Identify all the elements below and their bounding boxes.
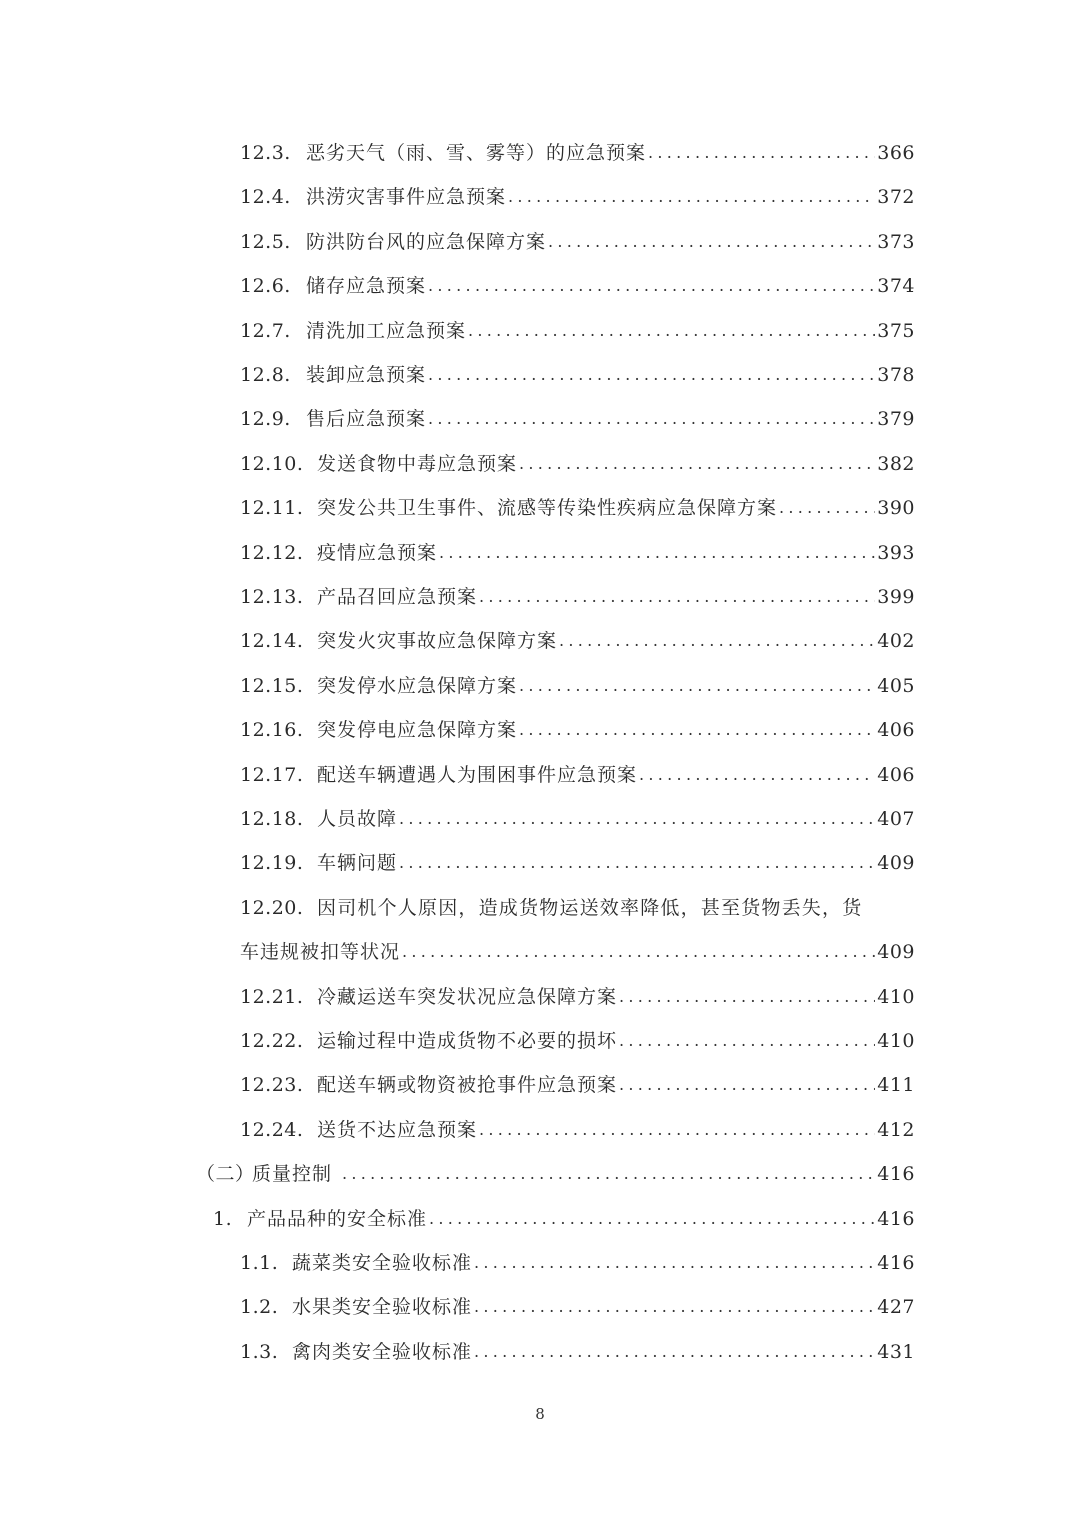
dot-leader <box>479 575 875 619</box>
toc-entry-page: 412 <box>877 1118 915 1141</box>
toc-entry[interactable] <box>240 708 915 752</box>
toc-entry-page: 416 <box>877 1252 915 1274</box>
toc-entry[interactable] <box>240 1285 915 1329</box>
dot-leader <box>479 1108 875 1152</box>
toc-entry[interactable] <box>240 131 915 175</box>
toc-entry-title: 送货不达应急预案 <box>317 1118 478 1141</box>
toc-entry[interactable] <box>240 753 915 797</box>
toc-entry-number: 12.24. <box>240 1118 304 1141</box>
toc-entry-page: 373 <box>877 230 915 253</box>
dot-leader <box>399 841 875 885</box>
dot-leader <box>519 442 875 486</box>
toc-entry[interactable] <box>240 175 915 219</box>
toc-entry[interactable] <box>213 1197 915 1241</box>
dot-leader <box>639 753 875 797</box>
toc-entry-page: 406 <box>877 763 915 786</box>
toc-entry-number: 12.19. <box>240 852 304 875</box>
dot-leader <box>548 220 875 264</box>
toc-entry-page: 372 <box>877 186 915 209</box>
toc-entry-title: 因司机个人原因，造成货物运送效率降低，甚至货物丢失，货 <box>317 896 863 919</box>
dot-leader <box>648 131 875 175</box>
toc-entry-number: 12.15. <box>240 674 304 697</box>
dot-leader <box>468 309 875 353</box>
toc-entry[interactable] <box>240 1241 915 1285</box>
toc-entry-number: 12.16. <box>240 719 304 742</box>
toc-entry-number: （二） <box>196 1163 255 1186</box>
dot-leader <box>779 486 875 530</box>
toc-entry-number: 12.18. <box>240 808 304 830</box>
toc-entry-title: 储存应急预案 <box>306 275 427 298</box>
toc-entry-title: 产品品种的安全标准 <box>247 1207 428 1230</box>
toc-entry-wrapped-line2[interactable] <box>240 930 915 974</box>
dot-leader <box>619 1019 875 1063</box>
toc-entry-number: 12.13. <box>240 586 304 608</box>
toc-entry-page: 409 <box>877 852 915 875</box>
toc-entry-page: 416 <box>877 1163 915 1186</box>
toc-entry[interactable] <box>240 309 915 353</box>
toc-entry[interactable] <box>240 619 915 663</box>
dot-leader <box>428 264 875 308</box>
dot-leader <box>402 930 875 974</box>
toc-entry-page: 411 <box>877 1074 915 1097</box>
toc-entry-number: 12.22. <box>240 1030 304 1052</box>
toc-section-heading[interactable] <box>196 1152 915 1196</box>
toc-entry-page: 390 <box>877 497 915 520</box>
dot-leader <box>619 1063 875 1107</box>
toc-entry-title: 禽肉类安全验收标准 <box>292 1340 473 1363</box>
toc-entry-page: 410 <box>877 985 915 1008</box>
toc-entry-title: 售后应急预案 <box>306 408 427 431</box>
toc-entry-title: 发送食物中毒应急预案 <box>317 452 518 475</box>
toc-entry-title: 蔬菜类安全验收标准 <box>292 1252 473 1274</box>
toc-entry[interactable] <box>240 664 915 708</box>
toc-entry-title: 突发公共卫生事件、流感等传染性疾病应急保障方案 <box>317 497 778 520</box>
toc-entry-page: 406 <box>877 719 915 742</box>
toc-entry-page: 379 <box>877 408 915 431</box>
toc-entry[interactable] <box>240 797 915 841</box>
toc-entry-number: 12.8. <box>240 364 291 386</box>
dot-leader <box>474 1241 875 1285</box>
toc-entry[interactable] <box>240 531 915 575</box>
toc-entry-number: 12.4. <box>240 186 291 209</box>
toc-entry-number: 12.3. <box>240 142 291 164</box>
toc-entry-title: 清洗加工应急预案 <box>306 319 467 342</box>
dot-leader <box>342 1152 875 1196</box>
toc-entry-page: 402 <box>877 630 915 653</box>
toc-entry[interactable] <box>240 442 915 486</box>
toc-entry-number: 12.5. <box>240 230 291 253</box>
page-number: 8 <box>535 1405 545 1423</box>
toc-entry-page: 416 <box>877 1207 915 1230</box>
toc-entry-number: 12.6. <box>240 275 291 298</box>
toc-entry[interactable] <box>240 1330 915 1374</box>
toc-entry-title: 冷藏运送车突发状况应急保障方案 <box>317 985 618 1008</box>
toc-entry-page: 374 <box>877 275 915 298</box>
toc-entry-number: 1.2. <box>240 1296 279 1319</box>
toc-entry-page: 409 <box>877 941 915 964</box>
toc-entry[interactable] <box>240 220 915 264</box>
toc-entry-title: 防洪防台风的应急保障方案 <box>306 230 547 253</box>
toc-entry-page: 410 <box>877 1030 915 1052</box>
toc-entry-title: 突发停电应急保障方案 <box>317 719 518 742</box>
dot-leader <box>508 175 875 219</box>
dot-leader <box>619 975 875 1019</box>
toc-entry-title: 车辆问题 <box>317 852 398 875</box>
dot-leader <box>519 708 875 752</box>
toc-entry-title: 装卸应急预案 <box>306 364 427 386</box>
toc-entry-page: 399 <box>877 586 915 608</box>
toc-entry[interactable] <box>240 1019 915 1063</box>
dot-leader <box>439 531 875 575</box>
toc-entry-number: 12.20. <box>240 896 304 919</box>
toc-entry[interactable] <box>240 397 915 441</box>
toc-entry-page: 427 <box>877 1296 915 1319</box>
toc-entry-page: 378 <box>877 364 915 386</box>
toc-entry-number: 12.23. <box>240 1074 304 1097</box>
toc-entry-number: 1. <box>213 1207 233 1230</box>
toc-entry[interactable] <box>240 1063 915 1107</box>
toc-entry-number: 12.17. <box>240 763 304 786</box>
dot-leader <box>519 664 875 708</box>
toc-entry-page: 405 <box>877 674 915 697</box>
toc-entry-page: 431 <box>877 1340 915 1363</box>
dot-leader <box>428 353 875 397</box>
toc-entry-number: 12.7. <box>240 319 291 342</box>
toc-entry-title: 配送车辆或物资被抢事件应急预案 <box>317 1074 618 1097</box>
toc-entry-title: 产品召回应急预案 <box>317 586 478 608</box>
toc-entry-page: 366 <box>877 142 915 164</box>
toc-entry-number: 12.12. <box>240 541 304 564</box>
dot-leader <box>474 1330 875 1374</box>
toc-entry-page: 393 <box>877 541 915 564</box>
toc-entry-title-continued: 车违规被扣等状况 <box>240 941 401 964</box>
dot-leader <box>559 619 875 663</box>
toc-entry-page: 375 <box>877 319 915 342</box>
toc-entry[interactable] <box>240 486 915 530</box>
dot-leader <box>474 1285 875 1329</box>
toc-entry-number: 1.3. <box>240 1340 279 1363</box>
toc-entry-title: 人员故障 <box>317 808 398 830</box>
toc-entry-title: 疫情应急预案 <box>317 541 438 564</box>
toc-entry[interactable] <box>240 264 915 308</box>
toc-entry-title: 恶劣天气（雨、雪、雾等）的应急预案 <box>306 142 647 164</box>
dot-leader <box>429 1197 875 1241</box>
toc-entry[interactable] <box>240 575 915 619</box>
toc-entry-title: 突发停水应急保障方案 <box>317 674 518 697</box>
toc-entry-page: 382 <box>877 452 915 475</box>
toc-entry-number: 12.14. <box>240 630 304 653</box>
toc-entry-wrapped-line1[interactable] <box>240 886 915 930</box>
toc-entry-number: 12.21. <box>240 985 304 1008</box>
toc-entry-title: 突发火灾事故应急保障方案 <box>317 630 558 653</box>
toc-entry[interactable] <box>240 353 915 397</box>
toc-entry-title: 洪涝灾害事件应急预案 <box>306 186 507 209</box>
toc-entry-number: 1.1. <box>240 1252 279 1274</box>
toc-entry[interactable] <box>240 1108 915 1152</box>
toc-entry-title: 质量控制 <box>252 1163 333 1186</box>
toc-entry-title: 水果类安全验收标准 <box>292 1296 473 1319</box>
toc-entry-title: 运输过程中造成货物不必要的损坏 <box>317 1030 618 1052</box>
dot-leader <box>399 797 875 841</box>
toc-entry[interactable] <box>240 841 915 885</box>
toc-entry-number: 12.11. <box>240 497 304 520</box>
toc-entry-title: 配送车辆遭遇人为围困事件应急预案 <box>317 763 638 786</box>
toc-entry[interactable] <box>240 975 915 1019</box>
toc-entry-number: 12.10. <box>240 452 304 475</box>
toc-entry-page: 407 <box>877 808 915 830</box>
dot-leader <box>428 397 875 441</box>
toc-entry-number: 12.9. <box>240 408 291 431</box>
